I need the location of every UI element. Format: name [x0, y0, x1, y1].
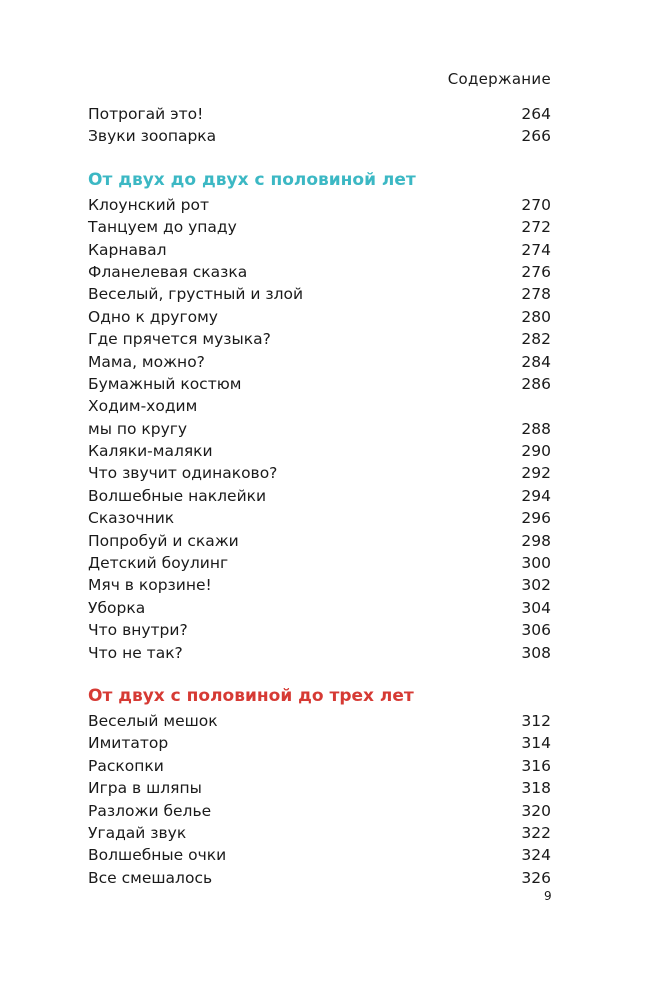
toc-entry-page: 304	[521, 598, 551, 617]
toc-entry-page: 282	[521, 330, 551, 349]
toc-entry-page: 276	[521, 262, 551, 281]
toc-entry-page: 272	[521, 218, 551, 237]
toc-entry-title: мы по кругу	[88, 419, 188, 438]
toc-entry-page: 306	[521, 621, 551, 640]
toc-entry-page: 266	[521, 127, 551, 146]
toc-entry	[88, 373, 551, 395]
toc-entry-page: 284	[521, 352, 551, 371]
toc-entry-page: 292	[521, 464, 551, 483]
toc-entry	[88, 867, 551, 889]
toc-entry-page: 324	[521, 846, 551, 865]
toc-entry	[88, 125, 551, 147]
toc-section-1	[88, 167, 551, 664]
toc-entry-page: 280	[521, 307, 551, 326]
toc-entry	[88, 552, 551, 574]
toc-entry-title: Сказочник	[88, 509, 175, 528]
toc-entry	[88, 462, 551, 484]
toc-entry	[88, 103, 551, 125]
toc-entry	[88, 755, 551, 777]
toc-entry	[88, 216, 551, 238]
toc-entry-title: Карнавал	[88, 240, 167, 259]
toc-entry	[88, 822, 551, 844]
toc-entry-page: 294	[521, 486, 551, 505]
section-title: От двух с половиной до трех лет	[88, 685, 414, 706]
toc-entry-page: 314	[521, 734, 551, 753]
toc-entry-page: 300	[521, 554, 551, 573]
toc-entry	[88, 800, 551, 822]
toc-entry	[88, 328, 551, 350]
toc-entry-title: Веселый мешок	[88, 711, 218, 730]
toc-entry	[88, 619, 551, 641]
toc-entry-title: Мама, можно?	[88, 352, 205, 371]
toc-entry-title: Что внутри?	[88, 621, 188, 640]
toc-entry-title: Ходим-ходим	[88, 397, 198, 416]
toc-entry-page: 316	[521, 756, 551, 775]
toc-entry-page: 308	[521, 643, 551, 662]
toc-entry	[88, 194, 551, 216]
toc-entry-page: 274	[521, 240, 551, 259]
toc-entry	[88, 395, 551, 417]
toc-entry-title: Попробуй и скажи	[88, 531, 239, 550]
toc-entry-title: Игра в шляпы	[88, 779, 202, 798]
section-title: От двух до двух с половиной лет	[88, 169, 416, 190]
toc-entry	[88, 732, 551, 754]
toc-continued-block	[88, 103, 551, 148]
toc-entry-title: Танцуем до упаду	[88, 218, 237, 237]
toc-entry	[88, 574, 551, 596]
toc-entry-title: Клоунский рот	[88, 195, 210, 214]
toc-entry-title: Потрогай это!	[88, 105, 204, 123]
toc-entry	[88, 283, 551, 305]
toc-entry-page: 326	[521, 868, 551, 887]
toc-entry-page: 264	[521, 105, 551, 123]
toc-entry-title: Все смешалось	[88, 868, 213, 887]
toc-entry	[88, 642, 551, 664]
toc-entry-title: Бумажный костюм	[88, 374, 242, 393]
toc-entry-page: 288	[521, 419, 551, 438]
toc-entry-page: 322	[521, 823, 551, 842]
toc-entry-title: Фланелевая сказка	[88, 262, 248, 281]
toc-entry	[88, 418, 551, 440]
toc-entry-title: Одно к другому	[88, 307, 218, 326]
toc-entry-page: 318	[521, 779, 551, 798]
toc-entry-title: Веселый, грустный и злой	[88, 285, 304, 304]
toc-entry-page: 320	[521, 801, 551, 820]
toc-entry	[88, 351, 551, 373]
toc-entry-title: Уборка	[88, 598, 146, 617]
toc-entry-page: 290	[521, 442, 551, 461]
toc-entry-page: 270	[521, 195, 551, 214]
toc-entry-title: Мяч в корзине!	[88, 576, 212, 595]
toc-entry-page: 286	[521, 374, 551, 393]
toc-entry	[88, 844, 551, 866]
toc-entry-page: 278	[521, 285, 551, 304]
toc-entry-title: Где прячется музыка?	[88, 330, 271, 349]
toc-entry-title: Звуки зоопарка	[88, 127, 217, 146]
toc-entry-page: 312	[521, 711, 551, 730]
toc-entry	[88, 485, 551, 507]
toc-entry	[88, 507, 551, 529]
toc-entry-title: Волшебные очки	[88, 846, 227, 865]
toc-entry-title: Раскопки	[88, 756, 164, 775]
running-head: Содержание	[447, 70, 551, 88]
toc-entry-page: 302	[521, 576, 551, 595]
toc-entry-title: Что звучит одинаково?	[88, 464, 278, 483]
toc-entry-title: Разложи белье	[88, 801, 212, 820]
page-number: 9	[544, 889, 552, 903]
toc-entry-page: 296	[521, 509, 551, 528]
toc-entry-title: Каляки-маляки	[88, 442, 213, 461]
toc-entry-title: Имитатор	[88, 734, 169, 753]
toc-entry	[88, 261, 551, 283]
toc-entry-title: Волшебные наклейки	[88, 486, 267, 505]
toc-entry-title: Угадай звук	[88, 823, 187, 842]
toc-entry	[88, 530, 551, 552]
toc-entry	[88, 710, 551, 732]
toc-entry-page: 298	[521, 531, 551, 550]
toc-entry-title: Что не так?	[88, 643, 183, 662]
toc-entry	[88, 306, 551, 328]
toc-section-2	[88, 683, 551, 889]
toc-entry-title: Детский боулинг	[88, 554, 229, 573]
table-of-contents	[88, 103, 551, 889]
toc-entry	[88, 440, 551, 462]
toc-entry	[88, 597, 551, 619]
toc-entry	[88, 777, 551, 799]
toc-entry	[88, 239, 551, 261]
